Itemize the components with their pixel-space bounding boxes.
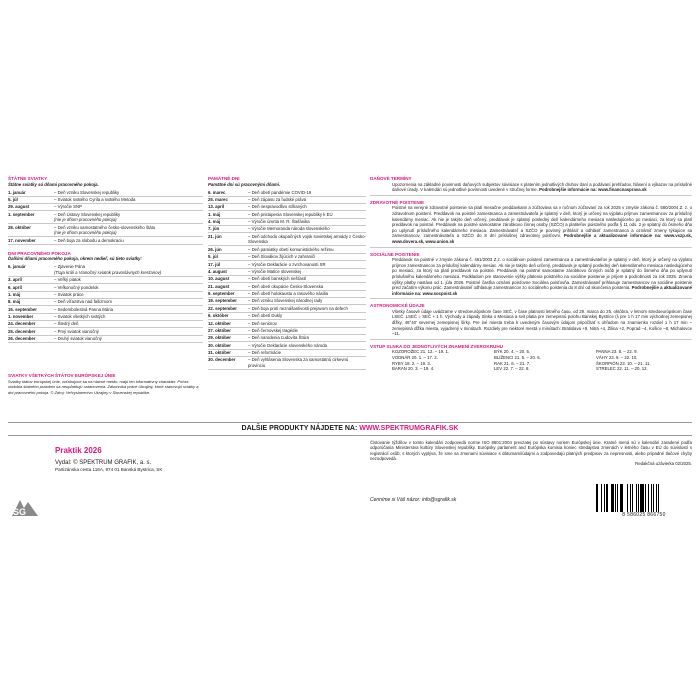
item-date: 1. november <box>8 314 34 320</box>
memorial-days-subtitle: Pamätné dni sú pracovnými dňami. <box>208 181 281 187</box>
item-text <box>54 321 203 327</box>
item-label: – Veľkonočný pondelok <box>54 284 99 290</box>
list-item <box>208 276 366 283</box>
item-date: 3. apríl <box>8 277 22 283</box>
item-date: 10. august <box>208 276 230 282</box>
item-text <box>248 291 366 297</box>
item-text <box>54 190 203 196</box>
item-date: 19. september <box>208 298 237 304</box>
item-date: 7. jún <box>208 226 220 232</box>
health-title: ZDRAVOTNÉ POISTENIE <box>370 199 425 205</box>
item-label: – Prvý sviatok vianočný <box>54 328 99 334</box>
barcode-number: 8 586025 866750 <box>622 512 666 518</box>
item-label: – Výročie Deklarácie o zvrchovanosti SR <box>248 261 326 267</box>
list-item <box>208 320 366 327</box>
item-date: 4. máj <box>208 219 221 225</box>
item-date: 30. december <box>208 357 236 363</box>
list-item <box>8 204 203 211</box>
list-item <box>208 226 366 233</box>
item-label: – Deň zápasu za ľudské práva <box>248 196 307 202</box>
item-date: 1. máj <box>8 291 21 297</box>
memorial-days-title: PAMÄTNÉ DNI <box>208 176 240 181</box>
barcode <box>596 484 692 522</box>
list-item <box>208 283 366 290</box>
list-item <box>8 197 203 204</box>
item-label: – Deň obetí holokaustu a rasového násilia <box>248 291 329 297</box>
tax-paragraph: Upozornenia na základné povinnosti daňových subjektov súvisiace s platením jednotlivých druhov daní a podávaní prehľadov, hlásení a výkazov na príslušné daňové úrady. V kalendári sú jednotlivé povinnosti uvedené v stručnej forme. <box>392 181 692 193</box>
item-label: – Deň boja proti neznášanlivosti prejavom na defech <box>248 305 348 311</box>
divider <box>370 195 692 196</box>
item-label: – Deň víťazstva nad fašizmom <box>54 299 112 305</box>
list-item <box>208 328 366 335</box>
item-label: – Sviatok svätého Cyrila a svätého Metoda <box>54 196 136 202</box>
eu-holidays-title: SVIATKY VŠETKÝCH ŠTÁTOV EURÓPSKEJ ÚNIE <box>8 373 116 379</box>
item-text <box>248 321 366 327</box>
contact-line: Cenníme si Váš názor: info@sgrafik.sk <box>370 497 457 503</box>
divider <box>370 339 692 340</box>
list-item <box>208 291 366 298</box>
list-item <box>8 277 203 284</box>
item-date: 13. apríl <box>208 204 225 210</box>
zodiac-item: LEV 22. 7. – 22. 8. <box>494 366 530 372</box>
zodiac-item: PANNA 23. 8. – 22. 9. <box>596 349 638 355</box>
publisher <box>55 459 162 473</box>
list-item <box>8 284 203 291</box>
item-label: – Deň černovskej tragédie <box>248 327 298 333</box>
item-label: – Zjavenie Pána <box>54 264 86 270</box>
item-text <box>54 264 203 275</box>
item-label: – Štedrý deň <box>54 321 79 327</box>
list-item <box>8 224 203 237</box>
publisher-name: Vydal: © SPEKTRUM GRAFIK, a. s. <box>55 460 152 466</box>
item-label: – Výročie Matice slovenskej <box>248 268 302 274</box>
list-item <box>208 261 366 268</box>
zodiac-item: BARAN 20. 3. – 19. 4. <box>392 366 435 372</box>
item-text <box>248 298 366 304</box>
list-item <box>208 204 366 211</box>
zodiac-item: VÁHY 23. 9. – 22. 10. <box>596 355 638 361</box>
item-note: (nie je dňom pracovného pokoja) <box>54 230 117 236</box>
list-item <box>208 335 366 342</box>
item-text <box>248 234 366 245</box>
list-item <box>208 313 366 320</box>
item-text <box>248 306 366 312</box>
item-date: 28. október <box>8 224 31 230</box>
banner-text: DALŠIE PRODUKTY NÁJDETE NA: <box>241 425 360 432</box>
list-item <box>208 305 366 312</box>
health-text <box>370 205 692 244</box>
item-date: 12. október <box>208 320 231 326</box>
state-holidays-title: ŠTÁTNE SVIATKY <box>8 176 48 181</box>
list-item <box>8 299 203 306</box>
item-date: 31. október <box>208 350 231 356</box>
item-text <box>248 284 366 290</box>
list-item <box>8 264 203 277</box>
product-name: Praktik 2026 <box>55 446 102 455</box>
item-date: 30. október <box>208 342 231 348</box>
zodiac-item: ŠKORPIÓN 23. 10. – 21. 11. <box>596 360 651 366</box>
item-text <box>54 212 203 223</box>
zodiac-title: VSTUP SLNKA DO JEDNOTLIVÝCH ZNAMENÍ ZVEROKRUHU <box>370 343 503 349</box>
item-date: 26. jún <box>208 246 222 252</box>
health-paragraph: Poistné na verejné zdravotné poistenie sa platí mesačne preddavkami a zúčtováva sa v ročnom zúčtovaní za rok 2025 v zmysle zákona č. 580/2004 Z. z. o zdravotnom poistení. Preddavok na poistné zamestnanca a zamestnávateľa je splatný v deň, ktorý je určený na výplatu príjmov zamestnancov za príslušný kalendárny mesiac. Ak nie je takýto deň určený, preddavok je splatný posledný deň kalendárneho mesiaca nasledujúceho po mesiaci, za ktorý sa platí preddavok na poistné. Preddavok na poistné samostatne zárobkovo činnej osoby (SZČO) a platiteľov poistného podľa § 11 ods. 2 je splatný do ôsmeho dňa po uplynutí príslušného kalendárneho mesiaca. Zamestnávateľ a SZČO je povinný prihlásiť a odhlásiť zamestnanca a oznámiť zmeny týkajúce sa zamestnancov, zamestnávateľa a SZČO do 8 dní príslušnej zdravotnej poisťovni. <box>392 205 692 239</box>
item-text <box>54 292 203 298</box>
item-note: (nie je dňom pracovného pokoja) <box>54 217 117 223</box>
list-item <box>208 342 366 349</box>
divider <box>370 298 692 299</box>
item-text <box>54 225 203 236</box>
list-item <box>8 336 203 343</box>
item-date: 8. máj <box>8 299 21 305</box>
item-label: – Deň narodenia Ľudovíta Štúra <box>248 335 309 341</box>
barcode-bar <box>659 484 661 512</box>
memorial-days-list <box>208 189 366 370</box>
list-item <box>8 237 203 244</box>
list-item <box>8 321 203 328</box>
item-text <box>248 313 366 319</box>
divider <box>370 247 692 248</box>
item-text <box>248 197 366 203</box>
rest-days-list <box>8 264 203 343</box>
list-item <box>8 211 203 224</box>
item-text <box>248 335 366 341</box>
item-text <box>248 328 366 334</box>
item-label: – Deň pristúpenia Slovenskej republiky k EÚ <box>248 211 333 217</box>
item-label: – Sviatok práce <box>54 291 84 297</box>
item-text <box>248 212 366 218</box>
item-date: 9. september <box>208 291 235 297</box>
zodiac-item: STRELEC 22. 11. – 20. 12. <box>596 366 648 372</box>
rest-days-subtitle: Ďalšími dňami pracovného pokoja, okrem nedieľ, sú tieto sviatky: <box>8 256 142 262</box>
item-date: 15. september <box>8 306 37 312</box>
item-label: – Deň odchodu okupačných vojsk sovietskej armády z Česko-Slovenska <box>248 233 366 245</box>
zodiac-item: RAK 21. 6. – 21. 7. <box>494 360 531 366</box>
list-item <box>8 292 203 299</box>
social-title: SOCIÁLNE POISTENIE <box>370 251 420 257</box>
list-item <box>8 306 203 313</box>
item-text <box>248 190 366 196</box>
item-date: 24. december <box>8 321 36 327</box>
item-text <box>54 307 203 313</box>
item-date: 25. marec <box>208 196 228 202</box>
item-label: – Sviatok všetkých svätých <box>54 314 106 320</box>
list-item <box>208 254 366 261</box>
item-date: 5. júl <box>208 254 218 260</box>
astro-title: ASTRONOMICKÉ ÚDAJE <box>370 303 425 309</box>
banner-url-link[interactable]: WWW.SPEKTRUMGRAFIK.SK <box>359 425 459 432</box>
item-label: – Výročie Deklarácie slovenského národa <box>248 342 328 348</box>
eu-text-2: Počas obdobia štatného prázdnin sa neupľatňujú ustanovenia. <box>8 378 189 390</box>
spektrum-grafik-logo-icon <box>10 494 40 520</box>
list-item <box>208 246 366 253</box>
item-date: 1. máj <box>208 211 221 217</box>
list-item <box>208 269 366 276</box>
item-label: – Deň vzniku Slovenskej národnej rady <box>248 298 323 304</box>
item-label: – Výročie SNP <box>54 204 82 210</box>
item-date: 6. apríl <box>8 284 22 290</box>
item-date: 25. december <box>8 328 36 334</box>
state-holidays-subtitle: Štátne sviatky sú dňami pracovného pokoja. <box>8 181 99 187</box>
item-text <box>54 329 203 335</box>
item-label: – Deň vzniku Slovenskej republiky <box>54 189 120 195</box>
item-date: 21. august <box>208 283 230 289</box>
health-link: Podrobnejšie a aktualizované informácie na: www.vszp.sk, www.dovera.sk, www.union.sk <box>392 233 692 244</box>
column-memorial-days <box>208 172 366 370</box>
item-text <box>248 247 366 253</box>
item-date: 6. október <box>208 313 229 319</box>
item-label: – Deň reformácie <box>248 350 281 356</box>
astro-text: Všetky časové údaje uvádzame v stredoeurópskom čase SEČ, v čase platnosti letného času, od 29. marca do 25. októbra, v letnom stredoeurópskom čase LSEČ. LSEČ = SEČ + 1 h. Východy a západy Slnka o Mesiaca a svit platia pre zemepisnú polohu Banskej Bystrice (λ pre 1 h 17 min východnej zemepisnej dĺžky, 48°40' severnej zemepisnej šírky. Pre iné miesta treba k uvedeným časovým údajom pripočítať s ohľadom na znamienko rozdiel 1 h 17 min – zemepisná dĺžka miesta, vyjadrený v minútach. Rozdiely pre niektoré mestá v minútach: Bratislava +9, Nitra +4, Žilina +2, Poprad –4, Košice –8, Michalovce –11. <box>392 308 692 337</box>
item-label: – Výročie Memoranda národa slovenského <box>248 226 330 232</box>
item-label: – Deň Slovákov žijúcich v zahraničí <box>248 254 316 260</box>
list-item <box>8 314 203 321</box>
state-holidays-list <box>8 189 203 244</box>
item-date: 29. október <box>208 335 231 341</box>
item-text <box>248 262 366 268</box>
social-text <box>370 257 692 296</box>
item-label: – Výročie úmrtia M. R. Štefánika <box>248 219 310 225</box>
item-label: – Deň Ústavy Slovenskej republiky <box>54 211 121 217</box>
list-item <box>8 328 203 335</box>
item-date: 26. december <box>8 336 36 342</box>
barcode-bars <box>596 484 692 512</box>
item-text <box>248 204 366 210</box>
item-date: 4. august <box>208 268 227 274</box>
publisher-address: Partizánska cesta 116A, 974 01 Banská Bystrica, SK <box>55 467 163 472</box>
list-item <box>208 233 366 246</box>
list-item <box>8 189 203 196</box>
item-label: – Deň boja za slobodu a demokraciu <box>54 237 124 243</box>
item-date: 1. september <box>8 211 35 217</box>
item-text <box>54 204 203 210</box>
item-text <box>248 276 366 282</box>
item-date: 6. január <box>8 264 26 270</box>
list-item <box>208 211 366 218</box>
item-label: – Deň vyhlásenia Slovenska za samostatnú cirkevnú provinciu <box>248 357 349 369</box>
legal-text: Čistovanie týždňov v tomto kalendári zodpovedá norme ISO 8601:2004 prevzatej po sústavy noriem Európskej únie. Kratné mená sú v kalendári zaradené podľa odporúčania Ministerstva kultúry Slovenskej republiky. Európsky parlament and Európska komisia koniec stredajstva zmenách v letného času v EÚ do súvislostí s registrácií osôb, s ktorých vyplýva, že sme sa zmenami súvisiace s dátumami/údajmi a zodpovedajú platných predpisov za nepresnosti, alebo prípadné tlačové chyby nezodpovedá. <box>370 440 692 461</box>
list-item <box>208 298 366 305</box>
item-text <box>248 226 366 232</box>
item-text <box>54 336 203 342</box>
item-text <box>248 219 366 225</box>
social-paragraph: Preddavok na poistné v zmysle zákona č. 461/2003 Z.z. o sociálnom poistení zamestnanca a zamestnávateľov je splatný v deň, ktorý je určený na výplatu príjmov zamestnancov za príslušný kalendárny mesiac. Ak nie je takýto deň určený, preddavok je splatný posledný deň kalendárneho mesiaca nasledujúceho po mesiaci, za ktorý sa platí preddavok na poistné. Preddavok na poistné samostatne zárobkovo činných osôb je splatný do ôsmeho dňa po uplynutí príslušného kalendárneho mesiaca. Podkladom pre stanovenie výšky platenia poistného na sociálne poistenie je príjem a podrobnosti za rok 2025. Zmena výšky platby nastáva od 1. júla 2026. Poistné časťka oznámi poisťovne Sociálna poisťovňa. Zamestnávateľ prihlasuje zamestnancov na sociálne poistenie pred začatím výkonu prác. Zamestnávateľ odhlasuje zamestnancov zo sociálneho poistenia do 8 dní od skončenia poistenia. <box>392 257 692 291</box>
item-date: 6. marec <box>208 189 226 195</box>
list-item <box>208 350 366 357</box>
item-date: 27. október <box>208 327 231 333</box>
item-text <box>54 277 203 283</box>
item-text <box>248 343 366 349</box>
eu-holidays-text <box>8 379 203 396</box>
item-text <box>248 357 366 368</box>
eu-text-1: Sviatky štátov európskej únie, vzťahujúce sa na hlavné mesto, majú len informatívny charakter. <box>8 378 177 384</box>
item-label: – Druhý sviatok vianočný <box>54 336 102 342</box>
item-date: 29. august <box>8 204 30 210</box>
item-label: – Deň obetí pandémie COVID-19 <box>248 189 312 195</box>
column-state-holidays <box>8 172 203 396</box>
zodiac-item: VODNÁR 20. 1. – 17. 2. <box>392 355 438 361</box>
zodiac-item: KOZOROŽEC 21. 12. – 19. 1. <box>392 349 450 355</box>
item-label: – Deň vzniku samostatného česko-slovenského štátu <box>54 224 156 230</box>
item-label: – Deň seniorov <box>248 320 277 326</box>
column-info <box>370 172 692 372</box>
eu-text-3: Zákonníka práce Ukrajiny, ktoré stanovujú sviatky a dni pracovného pokoja. <box>8 384 199 395</box>
item-label: – Deň obetí Dukly <box>248 313 283 319</box>
item-text <box>54 314 203 320</box>
item-text <box>248 254 366 260</box>
item-date: 1. január <box>8 189 26 195</box>
products-banner <box>8 422 692 436</box>
item-text <box>54 299 203 305</box>
item-date: 22. september <box>208 305 237 311</box>
zodiac-item: BÝK 20. 4. – 20. 5. <box>494 349 531 355</box>
tax-title: DAŇOVÉ TERMÍNY <box>370 176 412 181</box>
social-link: Podrobnejšie a aktualizované informácie na: www.socpoist.sk <box>392 285 692 296</box>
svg-text:SG: SG <box>13 507 27 517</box>
zodiac-item: RYBY 18. 2. – 19. 3. <box>392 360 432 366</box>
item-text <box>54 285 203 291</box>
item-text <box>54 197 203 203</box>
list-item <box>208 357 366 370</box>
editorial-deadline: Redakčná uzávierka 02/2025. <box>635 461 692 467</box>
item-text <box>54 238 203 244</box>
item-label: – Deň nespravodlivo stíhaných <box>248 204 307 210</box>
item-date: 5. júl <box>8 196 18 202</box>
item-label: – Deň obetí banských nešťastí <box>248 276 307 282</box>
zodiac-grid <box>370 349 692 371</box>
item-label: – Deň pamiatky obetí komunistického režimu <box>248 246 334 252</box>
item-note: (Traja králi a Vianočný sviatok pravoslávnych kresťanov) <box>54 269 162 275</box>
eu-text-4: © Zdroj: Veľvyslanectvo Ukrajiny v Slovenskej republike. <box>50 389 151 395</box>
list-item <box>208 197 366 204</box>
item-label: – Sedembolestná Panna Mária <box>54 306 114 312</box>
item-text <box>248 269 366 275</box>
legal-notice <box>370 440 692 466</box>
item-date: 17. november <box>8 237 36 243</box>
item-label: – Deň obetí okupácie Česko-Slovenska <box>248 283 324 289</box>
zodiac-item: BLÍŽENCI 21. 5. – 20. 6. <box>494 355 541 361</box>
item-date: 17. júl <box>208 261 221 267</box>
item-text <box>248 350 366 356</box>
list-item <box>208 189 366 196</box>
list-item <box>208 219 366 226</box>
tax-text <box>370 182 692 193</box>
item-label: – Veľký piatok <box>54 277 81 283</box>
tax-link: Podrobnejšie informácie na: www.financnasprava.sk <box>539 187 647 193</box>
item-date: 21. jún <box>208 233 222 239</box>
rest-days-title: DNI PRACOVNÉHO POKOJA <box>8 250 71 256</box>
